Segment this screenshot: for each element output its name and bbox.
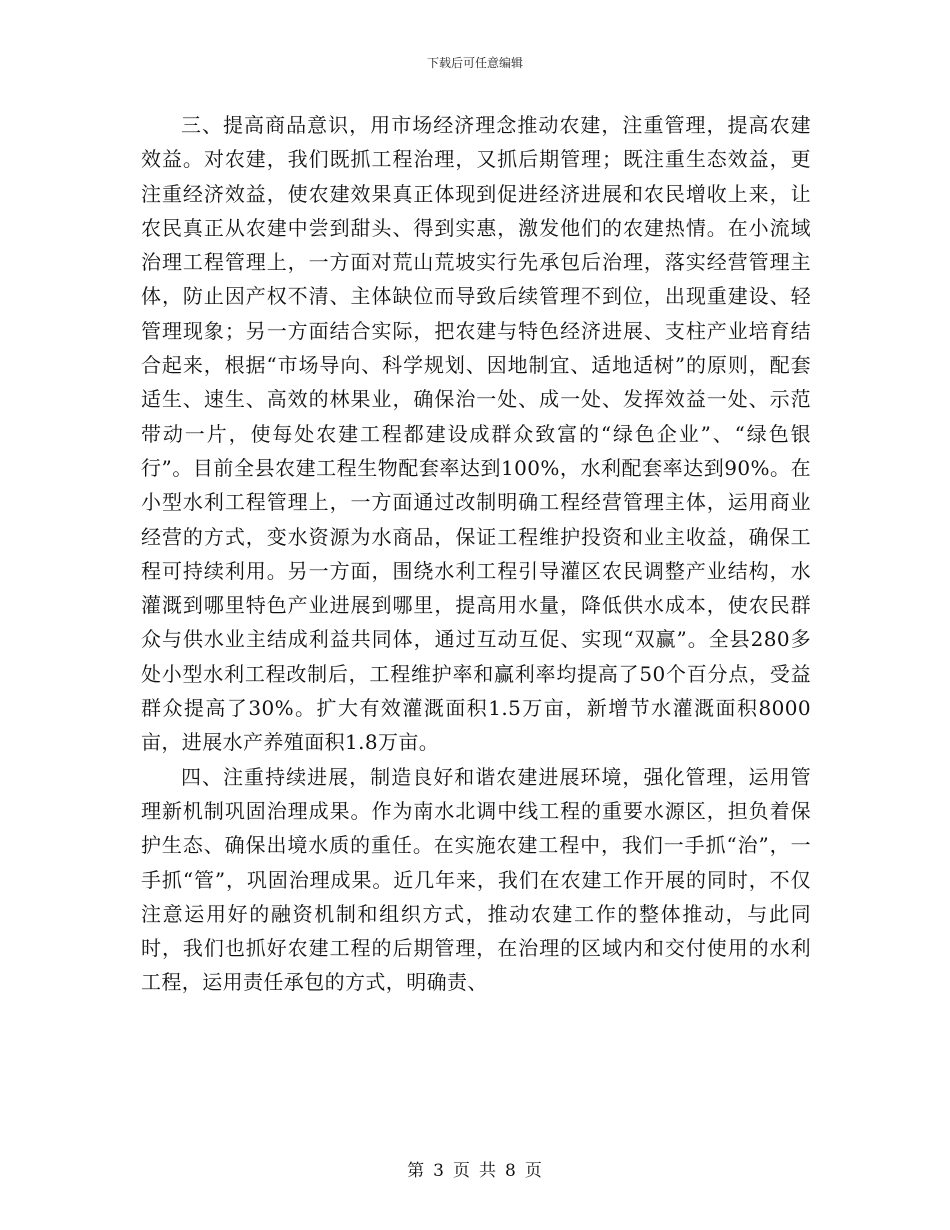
paragraph-section-four: 四、注重持续进展，制造良好和谐农建进展环境，强化管理，运用管理新机制巩固治理成果。作为南水北调中线工程的重要水源区，担负着保护生态、确保出境水质的重任。在实施农建工程中，我们一手抓“治”，一手抓“管”，巩固治理成果。近几年来，我们在农建工作开展的同时，不仅注意运用好的融资机制和组织方式，推动农建工作的整体推动，与此同时，我们也抓好农建工程的后期管理，在治理的区域内和交付使用的水利工程，运用责任承包的方式，明确责、 — [141, 764, 811, 995]
page-footer — [0, 1156, 950, 1181]
page-header-note: 下载后可任意编辑 — [426, 56, 523, 70]
document-body — [141, 108, 811, 1000]
paragraph-section-three: 三、提高商品意识，用市场经济理念推动农建，注重管理，提高农建效益。对农建，我们既抓工程治理，又抓后期管理；既注重生态效益，更注重经济效益，使农建效果真正体现到促进经济进展和农民增收上来，让农民真正从农建中尝到甜头、得到实惠，激发他们的农建热情。在小流域治理工程管理上，一方面对荒山荒坡实行先承包后治理，落实经营管理主体，防止因产权不清、主体缺位而导致后续管理不到位，出现重建设、轻管理现象；另一方面结合实际，把农建与特色经济进展、支柱产业培育结合起来，根据“市场导向、科学规划、因地制宜、适地适树”的原则，配套适生、速生、高效的林果业，确保治一处、成一处、发挥效益一处、示范带动一片，使每处农建工程都建设成群众致富的“绿色企业”、“绿色银行”。目前全县农建工程生物配套率达到100%，水利配套率达到90%。在小型水利工程管理上，一方面通过改制明确工程经营管理主体，运用商业经营的方式，变水资源为水商品，保证工程维护投资和业主收益，确保工程可持续利用。另一方面，围绕水利工程引导灌区农民调整产业结构，水灌溉到哪里特色产业进展到哪里，提高用水量，降低供水成本，使农民群众与供水业主结成利益共同体，通过互动互促、实现“双赢”。全县280多处小型水利工程改制后，工程维护率和赢利率均提高了50个百分点，受益群众提高了30%。扩大有效灌溉面积1.5万亩，新增节水灌溉面积8000亩，进展水产养殖面积1.8万亩。 — [141, 113, 811, 755]
footer-total-pages: 8 — [505, 1161, 517, 1181]
footer-prefix: 第 — [407, 1161, 426, 1181]
footer-page-char: 页 — [453, 1161, 471, 1181]
footer-total-prefix: 共 — [479, 1161, 497, 1181]
footer-current-page: 3 — [433, 1161, 445, 1181]
footer-total-suffix: 页 — [524, 1161, 543, 1181]
